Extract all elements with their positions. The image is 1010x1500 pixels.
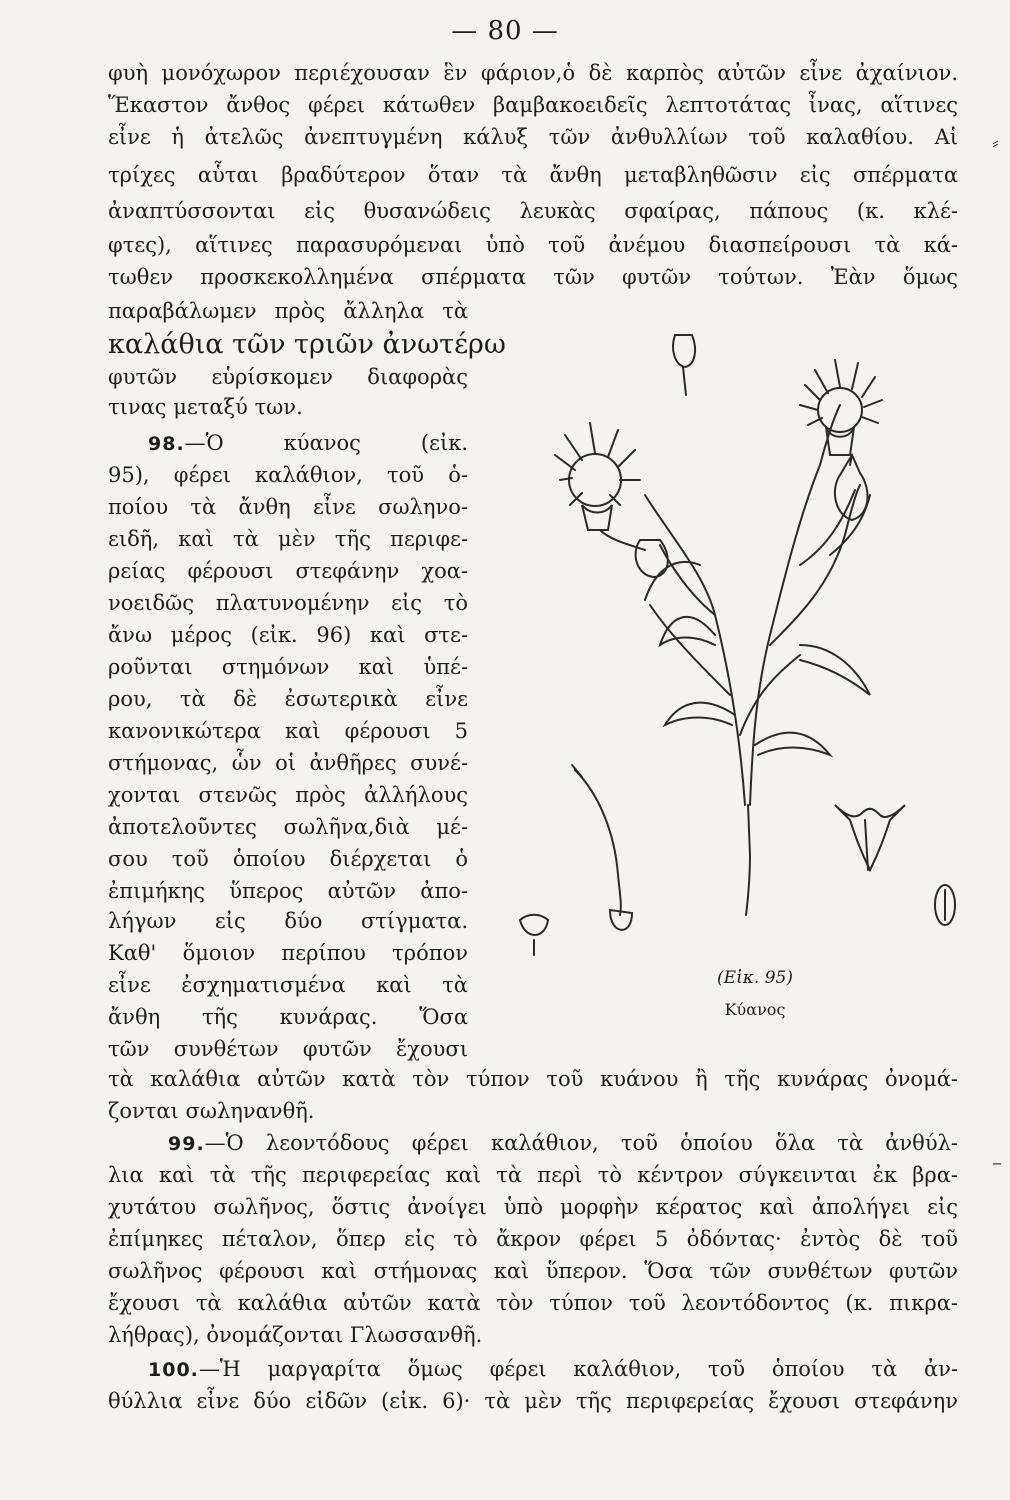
text-line: ἄνθη τῆς κυνάρας. Ὅσα — [108, 1005, 468, 1029]
page-number: — 80 — — [451, 16, 559, 46]
text-line: ρου, τὰ δὲ ἐσωτερικὰ εἶνε — [108, 687, 468, 711]
section-first-line: —Ἡ μαργαρίτα ὅμως φέρει καλάθιον, τοῦ ὁποίου τὰ ἀν- — [198, 1357, 958, 1381]
section-number: 98. — [148, 433, 185, 455]
text-line: θύλλια εἶνε δύο εἰδῶν (εἰκ. 6)· τὰ μὲν τῆς περιφερείας ἔχουσι στεφάνην — [108, 1389, 958, 1413]
figure-caption: (Εἰκ. 95) — [717, 968, 793, 988]
text-line: σωλῆνος φέρουσι καὶ στήμονας καὶ ὕπερον. Ὅσα τῶν συνθέτων φυτῶν — [108, 1259, 958, 1283]
text-line: χυτάτου σωλῆνος, ὅστις ἀνοίγει ὑπὸ μορφὴν κέρατος καὶ ἀπολήγει εἰς — [108, 1195, 958, 1219]
text-line: Ἕκαστον ἄνθος φέρει κάτωθεν βαμβακοειδεῖς λεπτοτάτας ἶνας, αἵτινες — [108, 93, 958, 117]
text-line: ποίου τὰ ἄνθη εἶνε σωληνο- — [108, 495, 468, 519]
margin-tick: – — [992, 1150, 1002, 1174]
text-line: φυτῶν εὑρίσκομεν διαφορὰς — [108, 365, 468, 389]
text-line: τρίχες αὗται βραδύτερον ὅταν τὰ ἄνθη μεταβληθῶσιν εἰς σπέρματα — [108, 163, 958, 187]
section-99-heading — [108, 1128, 958, 1159]
text-line: τῶν συνθέτων φυτῶν ἔχουσι — [108, 1037, 468, 1061]
text-line: τὰ καλάθια αὐτῶν κατὰ τὸν τύπον τοῦ κυάνου ἢ τῆς κυνάρας ὀνομά- — [108, 1067, 958, 1091]
text-line: κανονικώτερα καὶ φέρουσι 5 — [108, 719, 468, 743]
text-line: ἔχουσι τὰ καλάθια αὐτῶν κατὰ τὸν τύπον τοῦ λεοντόδοντος (κ. πικρα- — [108, 1291, 958, 1315]
text-line: τωθεν προσκεκολλημένα σπέρματα τῶν φυτῶν τούτων. Ἐὰν ὅμως — [108, 265, 958, 289]
section-98-heading — [108, 428, 468, 459]
text-line: 95), φέρει καλάθιον, τοῦ ὁ- — [108, 463, 468, 487]
text-line: φυὴ μονόχωρον περιέχουσαν ἓν φάριον,ὁ δὲ καρπὸς αὐτῶν εἶνε ἀχαίνιον. — [108, 61, 958, 85]
text-line: ζονται σωληνανθῆ. — [108, 1099, 315, 1123]
text-line: λήθρας), ὀνομάζονται Γλωσσανθῆ. — [108, 1323, 483, 1347]
text-line: ἐπιμήκης ὕπερος αὐτῶν ἀπο- — [108, 879, 468, 903]
text-line: ειδῆ, καὶ τὰ μὲν τῆς περιφε- — [108, 527, 468, 551]
text-line: Καθ' ὅμοιον περίπου τρόπον — [108, 941, 468, 965]
text-line: παραβάλωμεν πρὸς ἄλληλα τὰ — [108, 299, 468, 323]
text-line: ρείας φέρουσι στεφάνην χοα- — [108, 559, 468, 583]
text-line: ροῦνται στημόνων καὶ ὑπέ- — [108, 655, 468, 679]
text-line: λήγων εἰς δύο στίγματα. — [108, 909, 468, 933]
section-first-line: —Ὁ κύανος (εἰκ. — [184, 431, 468, 455]
cornflower-illustration — [500, 315, 990, 1005]
margin-tick: ⸗ — [992, 130, 999, 154]
text-line: καλάθια τῶν τριῶν ἀνωτέρω — [108, 329, 506, 360]
section-first-line: —Ὁ λεοντόδους φέρει καλάθιον, τοῦ ὁποίου ὅλα τὰ ἀνθύλ- — [204, 1131, 958, 1155]
text-line: εἶνε ἐσχηματισμένα καὶ τὰ — [108, 973, 468, 997]
text-line: ἀναπτύσσονται εἰς θυσανώδεις λευκὰς σφαίρας, πάπους (κ. κλέ- — [108, 199, 958, 223]
section-number: 100. — [148, 1359, 199, 1381]
text-line: νοειδῶς πλατυνομένην εἰς τὸ — [108, 591, 468, 615]
text-line: σου τοῦ ὁποίου διέρχεται ὁ — [108, 847, 468, 871]
text-line: ἀποτελοῦντες σωλῆνα,διὰ μέ- — [108, 815, 468, 839]
text-line: ἄνω μέρος (εἰκ. 96) καὶ στε- — [108, 623, 468, 647]
cornflower-drawing — [500, 315, 990, 1005]
text-line: εἶνε ἡ ἀτελῶς ἀνεπτυγμένη κάλυξ τῶν ἀνθυλλίων τοῦ καλαθίου. Αἱ — [108, 125, 958, 149]
text-line: ἐπίμηκες πέταλον, ὅπερ εἰς τὸ ἄκρον φέρει 5 ὀδόντας· ἐντὸς δὲ τοῦ — [108, 1227, 958, 1251]
text-line: χονται στενῶς πρὸς ἀλλήλους — [108, 783, 468, 807]
section-100-heading — [108, 1354, 958, 1385]
text-line: στήμονας, ὧν οἱ ἀνθῆρες συνέ- — [108, 751, 468, 775]
text-line: φτες), αἵτινες παρασυρόμεναι ὑπὸ τοῦ ἀνέμου διασπείρουσι τὰ κά- — [108, 233, 958, 257]
text-line: λια καὶ τὰ τῆς περιφερείας καὶ τὰ περὶ τὸ κέντρον σύγκεινται ἐκ βρα- — [108, 1163, 958, 1187]
text-line: τινας μεταξύ των. — [108, 395, 303, 419]
figure-name: Κύανος — [724, 1000, 786, 1019]
section-number: 99. — [168, 1133, 205, 1155]
